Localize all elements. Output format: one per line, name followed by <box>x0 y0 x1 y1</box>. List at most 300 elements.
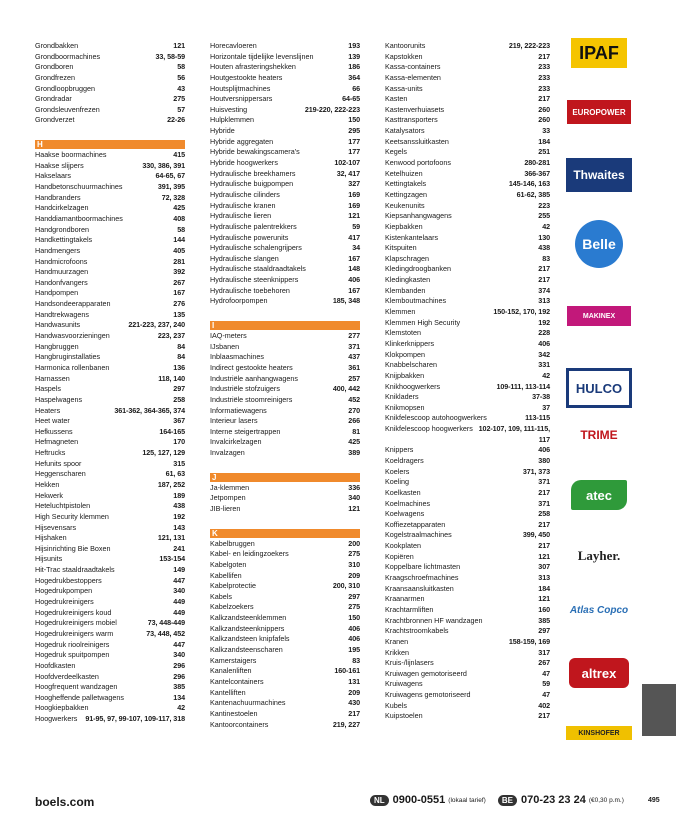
index-entry[interactable] <box>385 530 550 541</box>
index-entry[interactable] <box>35 384 185 395</box>
index-entry[interactable] <box>35 363 185 374</box>
entry-term: Knikladers <box>385 392 419 402</box>
entry-term: Invalzagen <box>210 448 245 458</box>
section-gap <box>35 126 185 138</box>
index-entry[interactable] <box>35 203 185 214</box>
index-entry[interactable] <box>210 395 360 406</box>
index-entry[interactable] <box>35 661 185 672</box>
logo-text: HULCO <box>575 380 623 396</box>
index-entry[interactable] <box>210 592 360 603</box>
index-entry[interactable] <box>210 363 360 374</box>
index-entry[interactable] <box>385 488 550 499</box>
index-entry[interactable] <box>35 278 185 289</box>
index-entry[interactable] <box>385 445 550 456</box>
index-entry[interactable] <box>35 693 185 704</box>
index-entry[interactable] <box>35 523 185 534</box>
entry-term: Grondbakken <box>35 41 79 50</box>
entry-term: Klinkerknippers <box>385 338 435 348</box>
entry-term: Kabelzoekers <box>210 602 254 612</box>
index-entry[interactable] <box>210 624 360 635</box>
index-entry[interactable] <box>385 84 550 95</box>
index-entry[interactable] <box>35 533 185 544</box>
index-entry[interactable] <box>385 318 550 329</box>
entry-term: Horizontale tijdelijke levenslijnen <box>210 51 314 61</box>
entry-pages: 81 <box>352 426 360 436</box>
index-entry[interactable] <box>35 672 185 683</box>
index-entry[interactable] <box>385 211 550 222</box>
index-entry[interactable] <box>385 350 550 361</box>
index-entry[interactable] <box>385 52 550 63</box>
index-entry[interactable] <box>35 554 185 565</box>
index-entry[interactable] <box>385 626 550 637</box>
index-entry[interactable] <box>210 264 360 275</box>
entry-pages: 43 <box>177 83 185 93</box>
entry-pages: 144 <box>173 235 185 245</box>
index-entry[interactable] <box>385 371 550 382</box>
index-entry[interactable] <box>210 201 360 212</box>
hulco-logo <box>566 368 632 408</box>
entry-term: Grondloopbruggen <box>35 83 95 93</box>
index-entry[interactable] <box>35 512 185 523</box>
index-entry[interactable] <box>385 594 550 605</box>
index-entry[interactable] <box>210 222 360 233</box>
entry-pages: 266 <box>348 416 360 426</box>
entry-term: Hoogheffende palletwagens <box>35 692 124 702</box>
entry-pages: 139 <box>348 51 360 61</box>
index-entry[interactable] <box>385 424 550 435</box>
index-entry[interactable] <box>35 150 185 161</box>
entry-term: Hydraulische steenknippers <box>210 275 299 285</box>
entry-pages: 233 <box>538 83 550 93</box>
entry-term: Kantelcontainers <box>210 676 264 686</box>
entry-term: Hogedrukreinigers mobiel <box>35 618 117 628</box>
index-entry[interactable] <box>385 126 550 137</box>
index-entry[interactable] <box>385 264 550 275</box>
index-entry[interactable] <box>35 618 185 629</box>
footer-brand[interactable]: boels.com <box>35 795 95 809</box>
index-entry[interactable] <box>385 147 550 158</box>
index-entry[interactable] <box>385 413 550 424</box>
index-entry[interactable] <box>35 161 185 172</box>
index-entry[interactable] <box>385 137 550 148</box>
index-entry[interactable] <box>210 504 360 515</box>
index-entry[interactable] <box>210 233 360 244</box>
index-entry[interactable] <box>35 703 185 714</box>
index-entry[interactable] <box>210 549 360 560</box>
entry-term: Hogedruk rioolreinigers <box>35 639 110 649</box>
entry-pages: 83 <box>352 655 360 665</box>
index-entry[interactable] <box>210 243 360 254</box>
index-entry[interactable] <box>35 73 185 84</box>
entry-term: Knikfelescoop autohoogwerkers <box>385 413 487 423</box>
entry-pages: 223, 237 <box>157 331 185 341</box>
index-entry[interactable] <box>210 84 360 95</box>
entry-term: Kantenachuurmachines <box>210 698 286 708</box>
index-entry[interactable] <box>210 52 360 63</box>
index-entry[interactable] <box>35 448 185 459</box>
index-entry[interactable] <box>210 634 360 645</box>
entry-pages: 121 <box>173 41 185 50</box>
entry-term: Hoogfrequent wandzagen <box>35 682 118 692</box>
index-entry[interactable] <box>35 416 185 427</box>
index-entry[interactable] <box>385 307 550 318</box>
index-entry[interactable] <box>210 296 360 307</box>
index-entry[interactable] <box>210 169 360 180</box>
index-entry[interactable] <box>210 677 360 688</box>
index-entry[interactable] <box>210 158 360 169</box>
entry-pages: 135 <box>173 309 185 319</box>
index-entry[interactable] <box>210 602 360 613</box>
entry-pages: 217 <box>538 51 550 61</box>
index-entry[interactable] <box>210 448 360 459</box>
entry-pages: 331 <box>538 360 550 370</box>
index-entry[interactable] <box>35 406 185 417</box>
logo-text: Belle <box>582 236 616 252</box>
index-entry[interactable] <box>35 608 185 619</box>
entry-pages: 392 <box>173 267 185 277</box>
index-entry[interactable] <box>385 711 550 722</box>
index-entry[interactable] <box>385 169 550 180</box>
entry-term: Hydraulische schalengrijpers <box>210 243 302 253</box>
index-entry[interactable] <box>210 384 360 395</box>
entry-term: Industriële stofzuigers <box>210 384 280 394</box>
index-entry[interactable] <box>35 52 185 63</box>
index-entry[interactable] <box>385 62 550 73</box>
entry-term: Kantoorunits <box>385 41 426 50</box>
index-entry[interactable] <box>210 179 360 190</box>
entry-pages: 361 <box>348 362 360 372</box>
index-entry[interactable] <box>210 483 360 494</box>
index-entry[interactable] <box>385 201 550 212</box>
letter-header: J <box>210 473 360 482</box>
entry-pages: 185, 348 <box>332 296 360 306</box>
index-entry[interactable] <box>210 105 360 116</box>
index-entry[interactable] <box>385 552 550 563</box>
entry-term: High Security klemmen <box>35 511 109 521</box>
index-entry[interactable] <box>210 190 360 201</box>
entry-pages: 217 <box>538 487 550 497</box>
entry-term: Kubels <box>385 700 407 710</box>
index-entry[interactable] <box>210 62 360 73</box>
entry-pages: 233 <box>538 62 550 72</box>
entry-pages: 177 <box>348 147 360 157</box>
index-entry[interactable] <box>385 254 550 265</box>
entry-pages: 219, 227 <box>332 719 360 729</box>
entry-pages: 59 <box>542 679 550 689</box>
index-entry[interactable] <box>210 115 360 126</box>
index-entry[interactable] <box>385 584 550 595</box>
index-entry[interactable] <box>35 171 185 182</box>
entry-term: Kalkzandsteenknippers <box>210 623 285 633</box>
entry-pages: 217 <box>538 541 550 551</box>
entry-pages: 177 <box>348 136 360 146</box>
index-entry[interactable] <box>35 62 185 73</box>
index-entry[interactable] <box>35 182 185 193</box>
entry-term: Kantoorcontainers <box>210 719 269 729</box>
entry-term: Hulpklemmen <box>210 115 254 125</box>
index-entry[interactable] <box>35 714 185 725</box>
entry-pages: 121 <box>348 211 360 221</box>
index-entry[interactable] <box>210 275 360 286</box>
index-entry[interactable] <box>35 682 185 693</box>
index-entry[interactable] <box>210 211 360 222</box>
index-entry[interactable] <box>35 225 185 236</box>
index-entry[interactable] <box>35 331 185 342</box>
index-entry[interactable] <box>385 105 550 116</box>
index-entry[interactable] <box>210 539 360 550</box>
index-entry[interactable] <box>35 320 185 331</box>
entry-term: Grondfrezen <box>35 72 75 82</box>
index-entry[interactable] <box>210 406 360 417</box>
index-entry[interactable] <box>210 709 360 720</box>
index-entry[interactable] <box>210 254 360 265</box>
index-entry[interactable] <box>35 193 185 204</box>
index-entry[interactable] <box>210 656 360 667</box>
entry-pages: 56 <box>177 72 185 82</box>
entry-term: Knippers <box>385 445 414 455</box>
index-entry[interactable] <box>210 581 360 592</box>
entry-term: Grondsleuvenfrezen <box>35 104 100 114</box>
index-entry[interactable] <box>35 94 185 105</box>
entry-term: Kopiëren <box>385 551 414 561</box>
entry-pages: 167 <box>348 285 360 295</box>
index-entry[interactable] <box>210 286 360 297</box>
index-entry[interactable] <box>210 645 360 656</box>
index-entry[interactable] <box>210 352 360 363</box>
entry-term: Heet water <box>35 416 70 426</box>
index-entry[interactable] <box>385 658 550 669</box>
index-entry[interactable] <box>385 477 550 488</box>
index-entry[interactable] <box>385 222 550 233</box>
entry-term: Kantelliften <box>210 687 246 697</box>
index-entry[interactable] <box>35 650 185 661</box>
index-entry[interactable] <box>210 613 360 624</box>
entry-term: Handsondeerapparaten <box>35 299 111 309</box>
index-entry[interactable] <box>385 573 550 584</box>
index-entry[interactable] <box>210 416 360 427</box>
entry-pages: 61, 63 <box>165 469 185 479</box>
index-entry[interactable] <box>210 720 360 731</box>
index-entry[interactable] <box>210 331 360 342</box>
index-entry[interactable] <box>385 275 550 286</box>
index-entry[interactable] <box>385 435 550 446</box>
entry-term: Kuipstoelen <box>385 711 423 721</box>
index-entry[interactable] <box>210 41 360 52</box>
index-entry[interactable] <box>210 342 360 353</box>
index-entry[interactable] <box>385 233 550 244</box>
index-entry[interactable] <box>35 352 185 363</box>
entry-pages: 160 <box>538 604 550 614</box>
index-entry[interactable] <box>210 688 360 699</box>
entry-pages: 121 <box>538 594 550 604</box>
entry-pages: 42 <box>542 221 550 231</box>
index-entry[interactable] <box>35 288 185 299</box>
index-entry[interactable] <box>35 480 185 491</box>
index-entry[interactable] <box>210 73 360 84</box>
index-entry[interactable] <box>35 576 185 587</box>
entry-term: Knikhoogwerkers <box>385 381 441 391</box>
index-entry[interactable] <box>385 115 550 126</box>
index-entry[interactable] <box>385 403 550 414</box>
entry-term: Hogedrukreinigers koud <box>35 607 112 617</box>
index-entry[interactable] <box>210 427 360 438</box>
index-entry[interactable] <box>385 158 550 169</box>
index-entry[interactable] <box>385 499 550 510</box>
entry-pages: 217 <box>538 275 550 285</box>
logo-text: Layher. <box>577 548 621 563</box>
entry-pages: 340 <box>348 493 360 503</box>
index-entry[interactable] <box>385 690 550 701</box>
index-entry[interactable] <box>385 382 550 393</box>
entry-pages: 277 <box>348 331 360 341</box>
entry-pages: 73, 448-449 <box>147 618 185 628</box>
index-entry[interactable] <box>35 586 185 597</box>
entry-term: Kalkzandsteen knipfafels <box>210 634 290 644</box>
index-entry[interactable] <box>210 147 360 158</box>
entry-pages: 275 <box>348 602 360 612</box>
index-entry[interactable] <box>385 339 550 350</box>
index-entry[interactable] <box>35 544 185 555</box>
entry-term: Horecavloeren <box>210 41 257 50</box>
index-entry[interactable] <box>210 374 360 385</box>
index-entry[interactable] <box>35 246 185 257</box>
index-entry[interactable] <box>385 286 550 297</box>
index-entry[interactable] <box>210 698 360 709</box>
index-entry[interactable] <box>210 666 360 677</box>
entry-pages: 408 <box>173 213 185 223</box>
entry-term: Klokpompen <box>385 349 425 359</box>
index-entry[interactable] <box>35 629 185 640</box>
index-entry[interactable] <box>210 126 360 137</box>
index-entry[interactable] <box>35 565 185 576</box>
entry-pages: 374 <box>538 285 550 295</box>
entry-pages: 399, 450 <box>522 530 550 540</box>
entry-pages: 371 <box>538 477 550 487</box>
index-entry[interactable] <box>385 360 550 371</box>
entry-term: Kledingdroogbanken <box>385 264 451 274</box>
index-entry[interactable] <box>35 437 185 448</box>
index-entry[interactable] <box>35 299 185 310</box>
entry-pages: 153-154 <box>159 554 185 564</box>
entry-pages: 33, 58-59 <box>155 51 185 61</box>
entry-term: Kasttransporters <box>385 115 438 125</box>
index-entry[interactable] <box>385 616 550 627</box>
index-entry[interactable] <box>385 605 550 616</box>
entry-term: Invalcirkelzagen <box>210 437 262 447</box>
index-entry[interactable] <box>385 562 550 573</box>
index-entry[interactable] <box>35 597 185 608</box>
index-entry[interactable] <box>210 94 360 105</box>
entry-pages: 233 <box>538 72 550 82</box>
index-entry[interactable] <box>35 115 185 126</box>
layher-logo <box>556 546 642 566</box>
index-entry[interactable] <box>385 669 550 680</box>
entry-term: Knabbelscharen <box>385 360 437 370</box>
index-entry[interactable] <box>35 501 185 512</box>
index-entry[interactable] <box>35 374 185 385</box>
index-entry[interactable] <box>35 459 185 470</box>
index-entry[interactable] <box>385 392 550 403</box>
index-entry[interactable] <box>35 640 185 651</box>
entry-pages: 34 <box>352 243 360 253</box>
index-entry[interactable] <box>385 296 550 307</box>
index-entry[interactable] <box>385 41 550 52</box>
index-entry[interactable] <box>385 73 550 84</box>
index-entry[interactable] <box>385 679 550 690</box>
entry-term: Kistenkantelaars <box>385 232 439 242</box>
entry-pages: 437 <box>348 352 360 362</box>
index-entry[interactable] <box>385 467 550 478</box>
index-entry[interactable] <box>210 437 360 448</box>
index-entry[interactable] <box>35 235 185 246</box>
entry-pages: 42 <box>177 703 185 713</box>
entry-term: Handwasvoorzieningen <box>35 331 110 341</box>
index-entry[interactable] <box>35 105 185 116</box>
entry-pages: 406 <box>348 623 360 633</box>
index-entry[interactable] <box>385 456 550 467</box>
index-entry[interactable] <box>35 214 185 225</box>
entry-pages: 32, 417 <box>336 168 360 178</box>
index-entry[interactable] <box>385 328 550 339</box>
entry-pages: 280-281 <box>524 158 550 168</box>
index-entry[interactable] <box>385 509 550 520</box>
entry-term: Kraagschroefmachines <box>385 573 459 583</box>
index-entry[interactable] <box>35 41 185 52</box>
index-entry[interactable] <box>210 493 360 504</box>
index-entry[interactable] <box>385 637 550 648</box>
be-note: (€0,30 p.m.) <box>588 796 624 804</box>
entry-pages: 143 <box>173 522 185 532</box>
entry-term: Handpompen <box>35 288 79 298</box>
entry-pages: 241 <box>173 543 185 553</box>
index-entry[interactable] <box>210 560 360 571</box>
entry-term: Klemboutmachines <box>385 296 447 306</box>
index-entry[interactable] <box>35 342 185 353</box>
entry-pages: 200, 310 <box>332 581 360 591</box>
index-entry[interactable] <box>35 469 185 480</box>
index-entry[interactable] <box>35 491 185 502</box>
index-entry[interactable] <box>385 520 550 531</box>
index-column-1 <box>35 41 185 725</box>
index-entry[interactable] <box>35 310 185 321</box>
entry-pages: 164-165 <box>159 426 185 436</box>
index-entry[interactable] <box>35 84 185 95</box>
entry-pages: 221-223, 237, 240 <box>128 320 185 330</box>
index-entry[interactable] <box>385 190 550 201</box>
index-entry[interactable] <box>210 137 360 148</box>
index-entry[interactable] <box>35 395 185 406</box>
entry-pages: 58 <box>177 62 185 72</box>
index-entry[interactable] <box>385 648 550 659</box>
entry-pages: 136 <box>173 362 185 372</box>
entry-pages: 73, 448, 452 <box>146 628 185 638</box>
entry-term: Hit-Trac staaldraadtakels <box>35 565 115 575</box>
index-entry[interactable] <box>385 701 550 712</box>
index-entry[interactable] <box>385 94 550 105</box>
index-entry[interactable] <box>385 179 550 190</box>
index-entry[interactable] <box>35 257 185 268</box>
entry-term: Klemmen <box>385 307 416 317</box>
index-entry[interactable] <box>35 427 185 438</box>
entry-pages: 22-26 <box>167 115 185 125</box>
entry-pages: 275 <box>173 94 185 104</box>
index-entry[interactable] <box>385 541 550 552</box>
index-entry[interactable] <box>385 243 550 254</box>
index-entry[interactable] <box>35 267 185 278</box>
nl-phone[interactable]: 0900-0551 <box>392 794 446 806</box>
index-entry[interactable] <box>210 571 360 582</box>
be-phone[interactable]: 070-23 23 24 <box>520 794 586 806</box>
